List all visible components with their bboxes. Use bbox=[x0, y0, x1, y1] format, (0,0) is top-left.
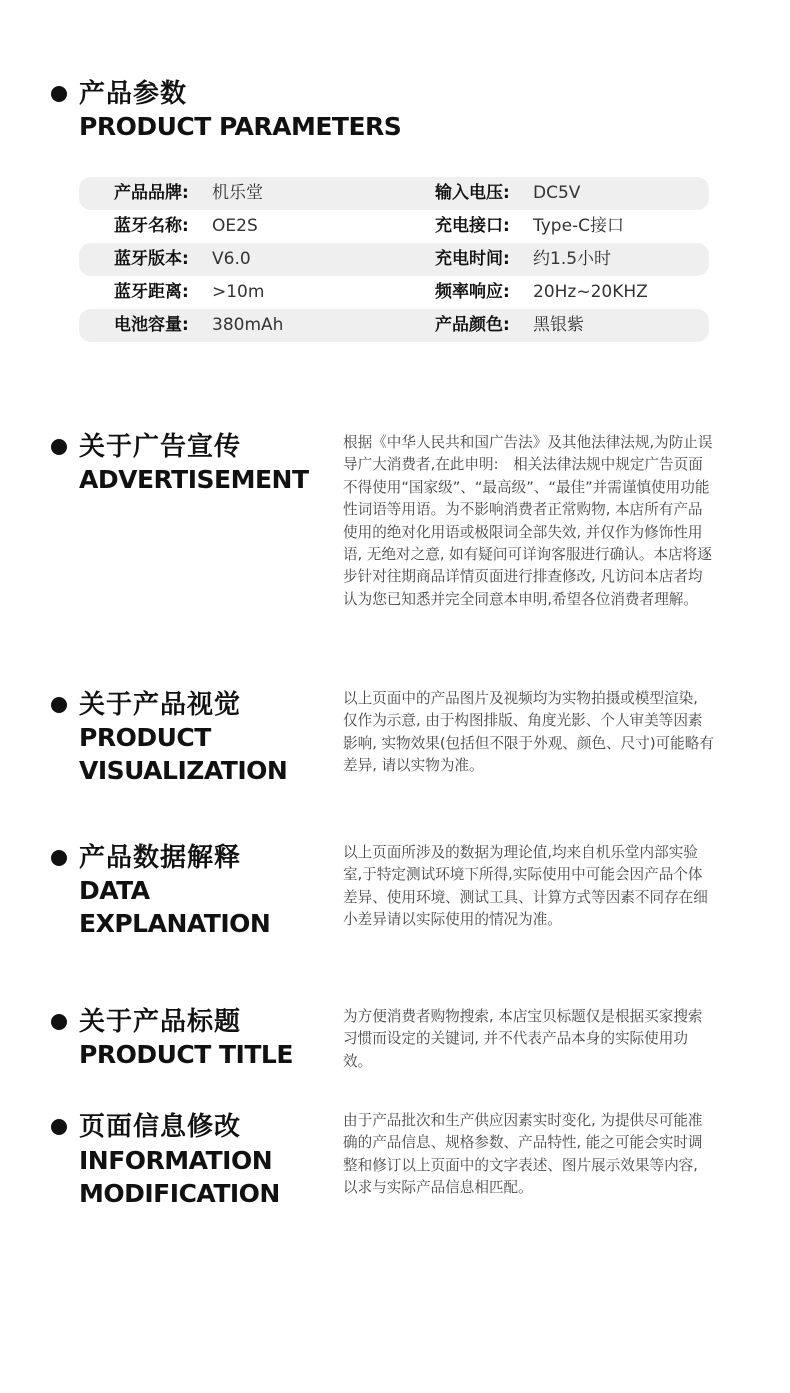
parameter-row bbox=[79, 243, 709, 276]
parameter-value: Type-C接口 bbox=[533, 216, 625, 236]
section-title-cn: 页面信息修改 bbox=[79, 1112, 242, 1142]
parameters-title-en: PRODUCT PARAMETERS bbox=[79, 112, 402, 141]
section-title-en: DATA bbox=[79, 876, 150, 905]
parameter-label: 蓝牙距离: bbox=[114, 282, 189, 302]
parameter-row bbox=[79, 210, 709, 243]
bullet-icon bbox=[51, 439, 67, 455]
parameter-value: 380mAh bbox=[212, 315, 284, 335]
parameter-value: 约1.5小时 bbox=[533, 249, 612, 269]
parameter-value: 黑银紫 bbox=[533, 315, 584, 335]
section-title-en: VISUALIZATION bbox=[79, 756, 288, 785]
parameter-row bbox=[79, 276, 709, 309]
parameter-label: 充电接口: bbox=[435, 216, 510, 236]
bullet-icon bbox=[51, 86, 67, 102]
parameter-label: 蓝牙名称: bbox=[114, 216, 189, 236]
parameter-row bbox=[79, 177, 709, 210]
section-title-en: PRODUCT TITLE bbox=[79, 1040, 293, 1069]
parameter-label: 输入电压: bbox=[435, 183, 510, 203]
parameter-label: 产品颜色: bbox=[435, 315, 510, 335]
bullet-icon bbox=[51, 1014, 67, 1030]
parameter-value: 机乐堂 bbox=[212, 183, 263, 203]
section-text: 以上页面所涉及的数据为理论值,均来自机乐堂内部实验室,于特定测试环境下所得,实际使用中可能会因产品个体差异、使用环境、测试工具、计算方式等因素不同存在细小差异请以实际使用的情况为准。 bbox=[343, 844, 708, 929]
parameter-value: >10m bbox=[212, 282, 265, 302]
parameter-label: 蓝牙版本: bbox=[114, 249, 189, 269]
parameter-label: 产品品牌: bbox=[114, 183, 189, 203]
parameters-title-cn: 产品参数 bbox=[79, 79, 188, 109]
section-title-cn: 关于广告宣传 bbox=[79, 432, 242, 462]
section-title-cn: 产品数据解释 bbox=[79, 843, 242, 873]
parameter-value: 20Hz~20KHZ bbox=[533, 282, 648, 302]
parameter-label: 充电时间: bbox=[435, 249, 510, 269]
section-title-en: EXPLANATION bbox=[79, 909, 271, 938]
section-text: 为方便消费者购物搜索, 本店宝贝标题仅是根据买家搜索习惯而设定的关键词, 并不代表产品本身的实际使用功效。 bbox=[343, 1008, 703, 1070]
bullet-icon bbox=[51, 697, 67, 713]
parameter-label: 电池容量: bbox=[114, 315, 189, 335]
parameter-value: DC5V bbox=[533, 183, 581, 203]
section-text: 由于产品批次和生产供应因素实时变化, 为提供尽可能准确的产品信息、规格参数、产品特性, 能之可能会实时调整和修订以上页面中的文字表述、图片展示效果等内容, 以求与实际产品信息相匹配。 bbox=[343, 1112, 703, 1197]
parameters-table bbox=[79, 177, 709, 342]
section-title-en: PRODUCT bbox=[79, 723, 211, 752]
section-title-cn: 关于产品视觉 bbox=[79, 690, 242, 720]
parameter-value: V6.0 bbox=[212, 249, 251, 269]
section-title-en: ADVERTISEMENT bbox=[79, 465, 309, 494]
parameter-row bbox=[79, 309, 709, 342]
section-title-cn: 关于产品标题 bbox=[79, 1007, 242, 1037]
parameter-value: OE2S bbox=[212, 216, 258, 236]
section-text: 以上页面中的产品图片及视频均为实物拍摄或模型渲染, 仅作为示意, 由于构图排版、角度光影、个人审美等因素影响, 实物效果(包括但不限于外观、颜色、尺寸)可能略有差异, 请以实物为准。 bbox=[343, 690, 714, 775]
section-title-en: MODIFICATION bbox=[79, 1179, 280, 1208]
bullet-icon bbox=[51, 1119, 67, 1135]
section-text: 根据《中华人民共和国广告法》及其他法律法规,为防止误导广大消费者,在此申明: 相关法律法规中规定广告页面不得使用“国家级”、“最高级”、“最佳”并需谨慎使用功能性词语等用语。为不影响消费者正常购物, 本店所有产品使用的绝对化用语或极限词全部失效, 并仅作为修饰性用语, 无绝对之意, 如有疑问可详询客服进行确认。本店将逐步针对往期商品详情页面进行排查修改, 凡访问本店者均认为您已知悉并完全同意本申明,希望各位消费者理解。 bbox=[343, 434, 713, 608]
parameter-label: 频率响应: bbox=[435, 282, 510, 302]
section-title-en: INFORMATION bbox=[79, 1146, 273, 1175]
bullet-icon bbox=[51, 850, 67, 866]
